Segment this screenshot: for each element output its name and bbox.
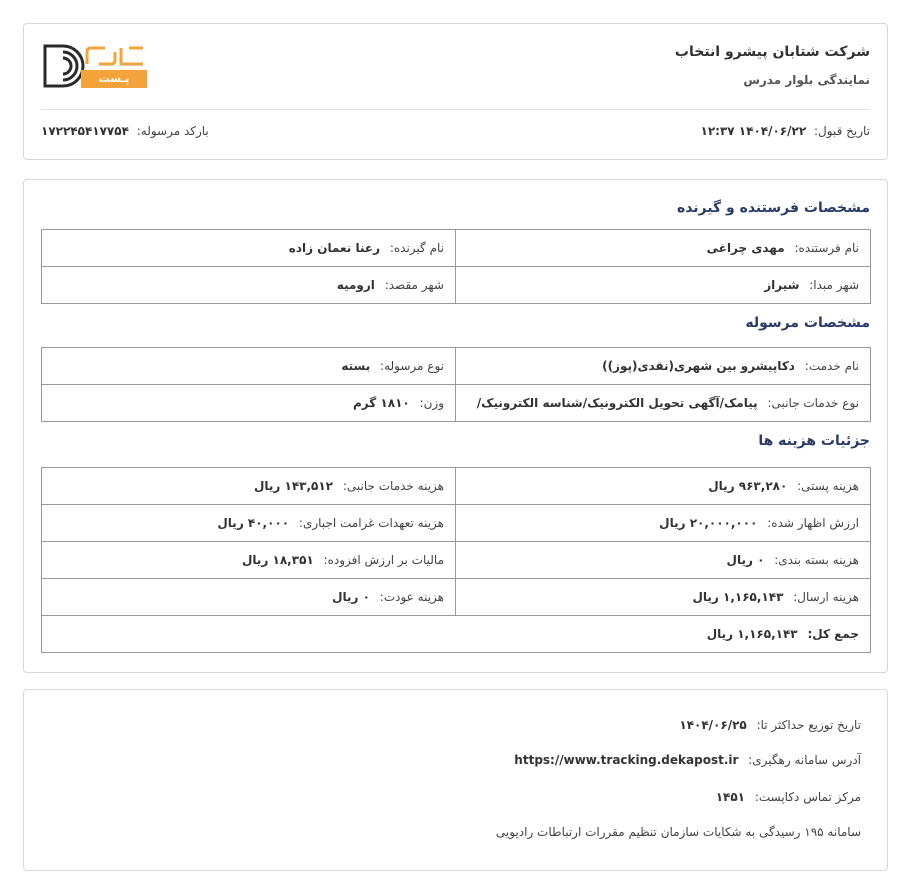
sender-name-value: مهدی چراغی (706, 241, 785, 255)
table-row (42, 542, 871, 579)
sender-name-cell (456, 230, 871, 267)
parcel-type-label: نوع مرسوله: (380, 359, 444, 373)
parcel-barcode (41, 124, 209, 138)
receiver-name-cell (42, 230, 456, 267)
table-row (42, 230, 871, 267)
contact-center (716, 790, 861, 804)
parcel-title: مشخصات مرسوله (745, 315, 870, 331)
weight-label: وزن: (419, 396, 444, 410)
table-row (42, 579, 871, 616)
vat-label: مالیات بر ارزش افزوده: (323, 553, 444, 567)
header-divider (41, 109, 870, 110)
origin-city-label: شهر مبدا: (809, 278, 859, 292)
total-cost-cell (42, 616, 871, 653)
max-delivery-label: تاریخ توزیع حداکثر تا: (756, 718, 861, 732)
contact-label: مرکز تماس دکاپست: (754, 790, 861, 804)
receipt-footer-card (23, 689, 888, 871)
postal-cost-value: ۹۶۳,۲۸۰ ریال (708, 479, 788, 493)
penalty-cost-cell (42, 505, 456, 542)
extras-cost-value: ۱۴۳,۵۱۲ ریال (253, 479, 334, 493)
receipt-details-card (23, 179, 888, 673)
barcode-value: ۱۷۲۲۴۵۴۱۷۷۵۴ (41, 124, 129, 138)
costs-title: جزئیات هزینه ها (758, 433, 870, 449)
table-row (42, 468, 871, 505)
weight-cell (42, 385, 456, 422)
extra-services-cell (456, 385, 871, 422)
acceptance-date (701, 124, 871, 138)
declared-value-label: ارزش اظهار شده: (767, 516, 859, 530)
total-cost-label: جمع کل: (807, 627, 859, 641)
table-row (42, 385, 871, 422)
table-row (42, 348, 871, 385)
contact-number: ۱۴۵۱ (715, 790, 745, 804)
acceptance-date-value: ۱۴۰۴/۰۶/۲۲ ۱۲:۳۷ (700, 124, 807, 138)
service-name-cell (456, 348, 871, 385)
penalty-cost-label: هزینه تعهدات غرامت اجباری: (298, 516, 444, 530)
packing-cost-cell (456, 542, 871, 579)
service-name-value: دکاپیشرو بین شهری(نقدی(پوز)) (602, 359, 795, 373)
destination-city-value: ارومیه (336, 278, 375, 292)
service-name-label: نام خدمت: (804, 359, 859, 373)
acceptance-date-label: تاریخ قبول: (813, 124, 870, 138)
packing-cost-label: هزینه بسته بندی: (774, 553, 859, 567)
weight-value: ۱۸۱۰ گرم (353, 396, 410, 410)
max-delivery-date (679, 718, 861, 732)
tracking-address (514, 753, 861, 767)
shipping-cost-value: ۱,۱۶۵,۱۴۳ ریال (692, 590, 784, 604)
sender-receiver-title: مشخصات فرستنده و گیرنده (676, 200, 870, 216)
extras-cost-cell (42, 468, 456, 505)
logo-badge: پـست (81, 70, 147, 88)
return-cost-value: ۰ ریال (332, 590, 370, 604)
logo-disc-icon (41, 44, 85, 88)
extras-cost-label: هزینه خدمات جانبی: (342, 479, 444, 493)
sender-name-label: نام فرستنده: (794, 241, 859, 255)
barcode-label: بارکد مرسوله: (136, 124, 209, 138)
destination-city-label: شهر مقصد: (384, 278, 444, 292)
return-cost-cell (42, 579, 456, 616)
declared-value-value: ۲۰,۰۰۰,۰۰۰ ریال (659, 516, 758, 530)
table-row (42, 616, 871, 653)
parcel-table (41, 347, 871, 422)
parcel-type-value: بسته (341, 359, 371, 373)
vat-value: ۱۸,۳۵۱ ریال (242, 553, 314, 567)
receipt-header-card (23, 23, 888, 160)
penalty-cost-value: ۴۰,۰۰۰ ریال (217, 516, 290, 530)
branch-name: نمایندگی بلوار مدرس (743, 73, 870, 87)
receiver-name-label: نام گیرنده: (389, 241, 444, 255)
shipping-cost-label: هزینه ارسال: (793, 590, 859, 604)
table-row (42, 267, 871, 304)
origin-city-value: شیراز (764, 278, 800, 292)
return-cost-label: هزینه عودت: (379, 590, 444, 604)
dekapost-logo (41, 42, 151, 92)
complaint-notice: سامانه ۱۹۵ رسیدگی به شکایات سازمان تنظیم مقررات ارتباطات رادیویی (495, 825, 861, 839)
parcel-type-cell (42, 348, 456, 385)
max-delivery-value: ۱۴۰۴/۰۶/۲۵ (679, 718, 747, 732)
shipping-cost-cell (456, 579, 871, 616)
vat-cell (42, 542, 456, 579)
receiver-name-value: رعنا نعمان زاده (288, 241, 380, 255)
declared-value-cell (456, 505, 871, 542)
origin-city-cell (456, 267, 871, 304)
postal-cost-cell (456, 468, 871, 505)
tracking-link[interactable]: https://www.tracking.dekapost.ir (514, 753, 739, 767)
destination-city-cell (42, 267, 456, 304)
postal-cost-label: هزینه پستی: (797, 479, 859, 493)
tracking-label: آدرس سامانه رهگیری: (748, 753, 861, 767)
packing-cost-value: ۰ ریال (726, 553, 765, 567)
sender-receiver-table (41, 229, 871, 304)
total-cost-value: ۱,۱۶۵,۱۴۳ ریال (706, 627, 798, 641)
table-row (42, 505, 871, 542)
extra-services-label: نوع خدمات جانبی: (767, 396, 859, 410)
extra-services-value: پیامک/آگهی تحویل الکترونیک/شناسه الکترونیک/ (476, 396, 758, 410)
logo-wordmark-icon (85, 44, 147, 68)
company-name: شرکت شتابان پیشرو انتخاب (674, 44, 870, 60)
costs-table (41, 467, 871, 653)
